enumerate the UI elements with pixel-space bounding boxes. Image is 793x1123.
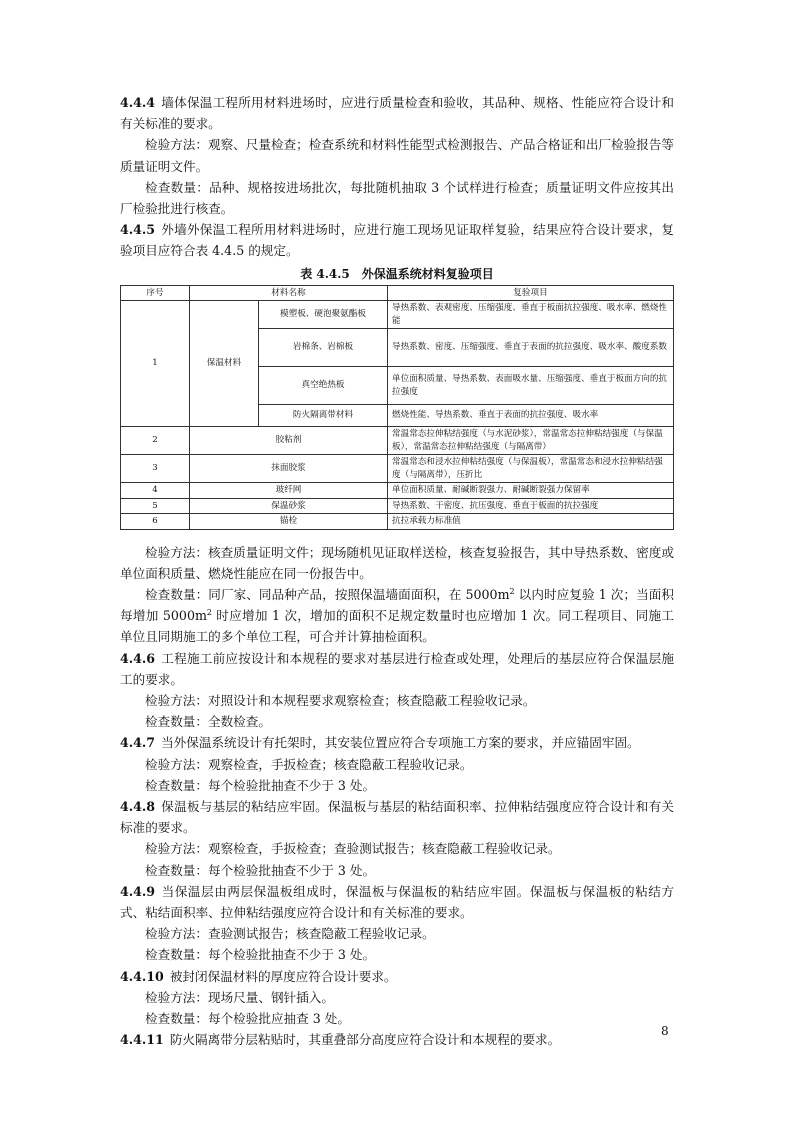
clause-4-4-4	[120, 92, 674, 134]
clause-number: 4.4.7	[120, 735, 156, 751]
clause-4-4-9	[120, 881, 674, 923]
row-items: 导热系数、干密度、抗压强度、垂直于板面的抗拉强度	[388, 498, 674, 514]
row-items: 导热系数、密度、压缩强度、垂直于表面的抗拉强度、吸水率、酸度系数	[388, 329, 674, 367]
clause-number: 4.4.11	[120, 1032, 164, 1048]
row-category: 保温材料	[190, 301, 259, 427]
text-run: 检查数量：同厂家、同品种产品，按照保温墙面面积，在 5000m	[145, 587, 510, 603]
clause-text: 墙体保温工程所用材料进场时，应进行质量检查和验收，其品种、规格、性能应符合设计和有关标准的要求。	[120, 95, 674, 132]
row-material: 玻纤网	[190, 483, 388, 499]
table-row	[121, 483, 674, 499]
clause-4-4-8	[120, 796, 674, 838]
table-title: 表 4.4.5 外保温系统材料复验项目	[300, 266, 494, 281]
table-row	[121, 498, 674, 514]
clause-text: 外墙外保温工程所用材料进场时，应进行施工现场见证取样复验，结果应符合设计要求，复验项目应符合表 4.4.5 的规定。	[120, 222, 674, 259]
clause-number: 4.4.5	[120, 222, 156, 238]
clause-text: 防火隔离带分层粘贴时，其重叠部分高度应符合设计和本规程的要求。	[169, 1032, 561, 1048]
inspection-method: 检验方法：核查质量证明文件；现场随机见证取样送检，核查复验报告，其中导热系数、密度或单位面积质量、燃烧性能应在同一份报告中。	[120, 544, 674, 581]
row-no: 1	[121, 301, 190, 427]
table-row	[121, 514, 674, 530]
clause-number: 4.4.4	[120, 95, 156, 110]
clause-text: 当外保温系统设计有托架时，其安装位置应符合专项施工方案的要求，并应锚固牢固。	[161, 735, 640, 751]
clause-text: 工程施工前应按设计和本规程的要求对基层进行检查或处理，处理后的基层应符合保温层施工的要求。	[120, 650, 674, 687]
row-items: 燃烧性能、导热系数、垂直于表面的抗拉强度、吸水率	[388, 405, 674, 427]
clause-4-4-5	[120, 219, 674, 261]
row-material: 抹面胶浆	[190, 455, 388, 483]
inspection-method: 检验方法：现场尺量、钢针插入。	[145, 989, 334, 1005]
row-items: 常温常态和浸水拉伸粘结强度（与保温板），常温常态和浸水拉伸粘结强度（与隔离带），压折比	[388, 455, 674, 483]
inspection-method: 检验方法：观察、尺量检查；检查系统和材料性能型式检测报告、产品合格证和出厂检验报告等质量证明文件。	[120, 137, 674, 174]
row-items: 抗拉承载力标准值	[388, 514, 674, 530]
clause-number: 4.4.10	[120, 968, 164, 984]
clause-text: 当保温层由两层保温板组成时，保温板与保温板的粘结应牢固。保温板与保温板的粘结方式、粘结面积率、拉伸粘结强度应符合设计和有关标准的要求。	[120, 883, 674, 921]
text-run: 时应增加 1 次，增加的面积不足规定数量时也应增加 1 次。同工程项目、同施工单位且同期施工的多个单位工程，可合并计算抽检面积。	[120, 608, 674, 645]
row-items: 单位面积质量、耐碱断裂强力、耐碱断裂强力保留率	[388, 483, 674, 499]
clause-4-4-6	[120, 648, 674, 690]
row-items: 导热系数、表观密度、压缩强度、垂直于板面抗拉强度、吸水率、燃烧性能	[388, 301, 674, 329]
inspection-quantity	[120, 584, 674, 648]
inspection-method: 检验方法：查验测试报告；核查隐蔽工程验收记录。	[145, 926, 435, 942]
clause-4-4-11	[120, 1029, 674, 1050]
clause-text: 保温板与基层的粘结应牢固。保温板与基层的粘结面积率、拉伸粘结强度应符合设计和有关标准的要求。	[120, 799, 674, 836]
row-no: 3	[121, 455, 190, 483]
clause-number: 4.4.9	[120, 883, 156, 899]
table-row	[121, 301, 674, 329]
row-items: 单位面积质量、导热系数、表面吸水量、压缩强度、垂直于板面方向的抗拉强度	[388, 367, 674, 405]
clause-4-4-10	[120, 966, 674, 987]
row-material: 防火隔离带材料	[259, 405, 388, 427]
table-row	[121, 455, 674, 483]
row-items: 常温常态拉伸粘结强度（与水泥砂浆），常温常态拉伸粘结强度（与保温板），常温常态拉伸粘结强度（与隔离带）	[388, 427, 674, 455]
clause-number: 4.4.6	[120, 650, 156, 666]
page-content	[120, 92, 674, 1051]
retest-items-table	[120, 285, 674, 530]
table-header-row	[121, 285, 674, 301]
row-material: 锚栓	[190, 514, 388, 530]
inspection-quantity: 检查数量：品种、规格按进场批次，每批随机抽取 3 个试样进行检查；质量证明文件应按其出厂检验批进行核查。	[120, 179, 674, 217]
row-material: 岩棉条、岩棉板	[259, 329, 388, 367]
inspection-quantity: 检查数量：每个检验批抽查不少于 3 处。	[145, 777, 376, 793]
row-no: 2	[121, 427, 190, 455]
row-no: 5	[121, 498, 190, 514]
row-material: 模塑板、硬泡聚氨酯板	[259, 301, 388, 329]
text-run: 以内时应复验 1 次；当面积每增加 5000m	[120, 587, 674, 624]
row-material: 真空绝热板	[259, 367, 388, 405]
row-material: 保温砂浆	[190, 498, 388, 514]
inspection-quantity: 检查数量：每个检验批应抽查 3 处。	[145, 1011, 350, 1027]
inspection-quantity: 检查数量：全数检查。	[145, 714, 271, 730]
inspection-quantity: 检查数量：每个检验批抽查不少于 3 处。	[145, 862, 376, 878]
inspection-quantity: 检查数量：每个检验批抽查不少于 3 处。	[145, 947, 376, 963]
inspection-method: 检验方法：观察检查，手扳检查；核查隐蔽工程验收记录。	[145, 756, 473, 772]
header-items: 复验项目	[388, 285, 674, 301]
clause-text: 被封闭保温材料的厚度应符合设计要求。	[169, 968, 397, 984]
header-no: 序号	[121, 285, 190, 301]
superscript: 2	[206, 608, 212, 618]
header-material: 材料名称	[190, 285, 388, 301]
superscript: 2	[509, 586, 515, 596]
inspection-method: 检验方法：观察检查，手扳检查；查验测试报告；核查隐蔽工程验收记录。	[145, 841, 561, 857]
page-number: 8	[661, 1024, 669, 1038]
row-no: 4	[121, 483, 190, 499]
clause-number: 4.4.8	[120, 799, 156, 815]
clause-4-4-7	[120, 732, 674, 753]
inspection-method: 检验方法：对照设计和本规程要求观察检查；核查隐蔽工程验收记录。	[145, 693, 536, 709]
row-material: 胶粘剂	[190, 427, 388, 455]
row-no: 6	[121, 514, 190, 530]
table-row	[121, 427, 674, 455]
